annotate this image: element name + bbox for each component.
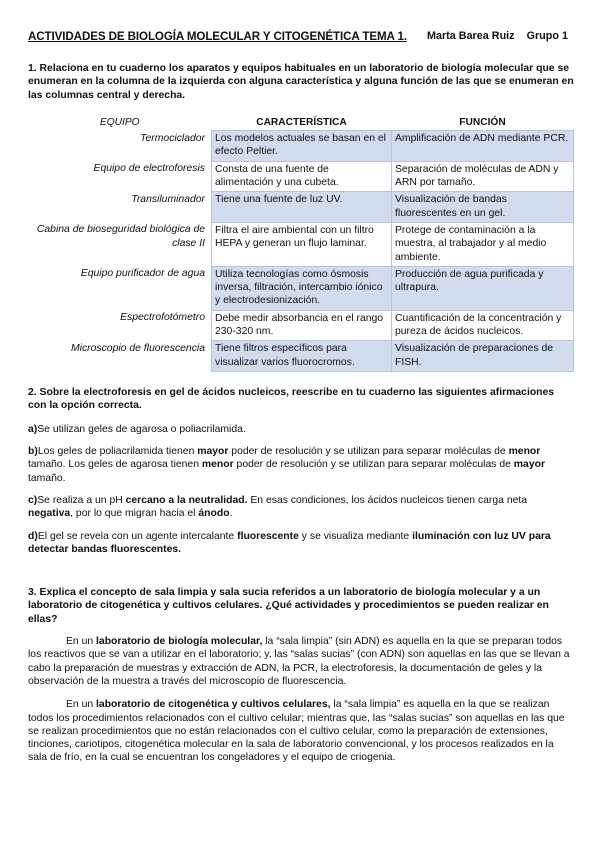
table-row <box>28 222 574 266</box>
funcion-cell: Separación de moléculas de ADN y ARN por tamaño. <box>392 161 574 192</box>
answer-a <box>28 423 574 436</box>
equipment-table-wrapper <box>28 116 574 372</box>
answer-c-text: . <box>229 508 233 520</box>
document-title: ACTIVIDADES DE BIOLOGÍA MOLECULAR Y CITOGENÉTICA TEMA 1. <box>28 30 407 43</box>
answer-c-bold: cercano a la neutralidad. <box>125 494 248 506</box>
table-header-row <box>28 116 574 131</box>
table-row <box>28 192 574 223</box>
header-equipo: EQUIPO <box>99 117 140 129</box>
question-1 <box>28 62 574 102</box>
question-3-text: 3. Explica el concepto de sala limpia y sala sucia referidos a un laboratorio de biología molecular y a un laboratorio de citogenética y cultivos celulares. ¿Qué actividades y procedimientos se pueden realizar en ellas? <box>28 587 549 625</box>
caracteristica-cell: Filtra el aire ambiental con un filtro HEPA y generan un flujo laminar. <box>212 222 392 266</box>
paragraph-text: En un <box>66 699 97 711</box>
question-2-text: 2. Sobre la electroforesis en gel de ácidos nucleicos, reescribe en tu cuaderno las siguientes afirmaciones con la opción correcta. <box>28 387 555 412</box>
caracteristica-cell: Utiliza tecnologías como ósmosis inversa, filtración, intercambio iónico y electrodesionización. <box>212 266 392 310</box>
answer-b-label: b) <box>28 445 38 457</box>
answer-d-bold: fluorescente <box>237 530 299 542</box>
answer-d-label: d) <box>28 530 38 542</box>
question-3 <box>28 586 574 765</box>
answer-a-text: Se utilizan geles de agarosa o poliacrilamida. <box>37 423 246 435</box>
answer-b-bold: menor <box>508 445 541 457</box>
answer-b-bold: menor <box>201 459 234 471</box>
answer-b-bold: mayor <box>197 445 229 457</box>
paragraph-text: la “sala limpia” es aquella en la que se realizan todos los procedimientos relacionados con el cultivo celular; mientras que, las “salas sucias” son aquellas en las que se realizan procedimientos que no están relacionados con el cultivo celular, como la preparación de extensiones, tinciones, cariotipos, citogenética molecular en la sala de laboratorio convencional, y los procesos realizados en la sala de frío, en la cual se encuentran los congeladores y el equipo de criogenia. <box>28 699 565 764</box>
equipo-cell: Equipo purificador de agua <box>80 268 205 280</box>
header-funcion: FUNCIÓN <box>459 117 506 128</box>
answer-c-text: Se realiza a un pH <box>37 494 126 506</box>
document-header <box>28 30 574 45</box>
table-row <box>28 161 574 192</box>
answer-d <box>28 530 574 557</box>
funcion-cell: Visualización de bandas fluorescentes en un gel. <box>392 192 574 223</box>
funcion-cell: Protege de contaminación a la muestra, al trabajador y al medio ambiente. <box>392 222 574 266</box>
question-2 <box>28 386 574 565</box>
table-row <box>28 341 574 372</box>
caracteristica-cell: Consta de una fuente de alimentación y una cubeta. <box>212 161 392 192</box>
table-row <box>28 131 574 162</box>
answer-a-label: a) <box>28 423 38 435</box>
paragraph-bold: laboratorio de citogenética y cultivos celulares, <box>96 699 331 711</box>
table-row <box>28 310 574 341</box>
answer-c-text: , por lo que migran hacia el <box>70 508 199 520</box>
caracteristica-cell: Los modelos actuales se basan en el efecto Peltier. <box>212 131 392 162</box>
answer-c-bold: ánodo <box>198 508 230 520</box>
header-caracteristica: CARACTERÍSTICA <box>256 117 347 128</box>
caracteristica-cell: Debe medir absorbancia en el rango 230-320 nm. <box>212 310 392 341</box>
equipment-table <box>28 116 574 372</box>
table-row <box>28 266 574 310</box>
answer-c <box>28 494 574 521</box>
equipo-cell: Equipo de electroforesis <box>93 163 205 175</box>
caracteristica-cell: Tiene filtros específicos para visualizar varios fluorocromos. <box>212 341 392 372</box>
equipo-cell: Microscopio de fluorescencia <box>71 342 205 354</box>
answer-b-text: poder de resolución y se utilizan para separar moléculas de <box>233 459 514 471</box>
answer-c-text: En esas condiciones, los ácidos nucleicos tienen carga neta <box>247 494 528 506</box>
equipo-cell: Termociclador <box>140 132 205 144</box>
equipo-cell: Transiluminador <box>131 193 205 205</box>
equipo-cell: Cabina de bioseguridad biológica de clase II <box>36 224 205 249</box>
funcion-cell: Visualización de preparaciones de FISH. <box>392 341 574 372</box>
paragraph-bold: laboratorio de biología molecular, <box>96 635 263 647</box>
author-name: Marta Barea Ruiz <box>426 30 515 42</box>
caracteristica-cell: Tiene una fuente de luz UV. <box>212 192 392 223</box>
paragraph-citogenetica <box>28 698 574 765</box>
answer-b-text: Los geles de poliacrilamida tienen <box>37 445 198 457</box>
answer-b-text: poder de resolución y se utilizan para separar moléculas de <box>228 445 509 457</box>
question-1-text: 1. Relaciona en tu cuaderno los aparatos y equipos habituales en un laboratorio de biología molecular que se enumeran en la columna de la izquierda con alguna característica y alguna función de las que se enumeran en las columnas central y derecha. <box>28 63 574 101</box>
answer-d-text: y se visualiza mediante <box>298 530 413 542</box>
answer-c-bold: negativa <box>28 508 71 520</box>
paragraph-molecular <box>28 635 574 688</box>
equipo-cell: Espectrofotómetro <box>120 312 205 324</box>
answer-c-label: c) <box>28 494 38 506</box>
group-label: Grupo 1 <box>526 30 568 42</box>
answer-d-text: El gel se revela con un agente intercalante <box>37 530 238 542</box>
paragraph-text: En un <box>66 635 97 647</box>
answer-b <box>28 445 574 485</box>
funcion-cell: Amplificación de ADN mediante PCR. <box>392 131 574 162</box>
answer-d-bold: iluminación con luz UV para detectar bandas fluorescentes. <box>28 530 551 555</box>
answer-b-text: tamaño. Los geles de agarosa tienen <box>28 459 202 471</box>
paragraph-text: la “sala limpia” (sin ADN) es aquella en la que se preparan todos los reactivos que se van a utilizar en el laboratorio; y, las “salas sucias” (con ADN) son aquellas en las que se llevan a cabo la preparación de muestras y extracción de ADN, la PCR, la electroforesis, la documentación de geles y la observación de la muestra a través del microscopio de fluorescencia. <box>28 635 570 687</box>
funcion-cell: Cuantificación de la concentración y pureza de ácidos nucleicos. <box>392 310 574 341</box>
answer-b-text: tamaño. <box>28 472 66 484</box>
funcion-cell: Producción de agua purificada y ultrapura. <box>392 266 574 310</box>
answer-b-bold: mayor <box>513 459 545 471</box>
